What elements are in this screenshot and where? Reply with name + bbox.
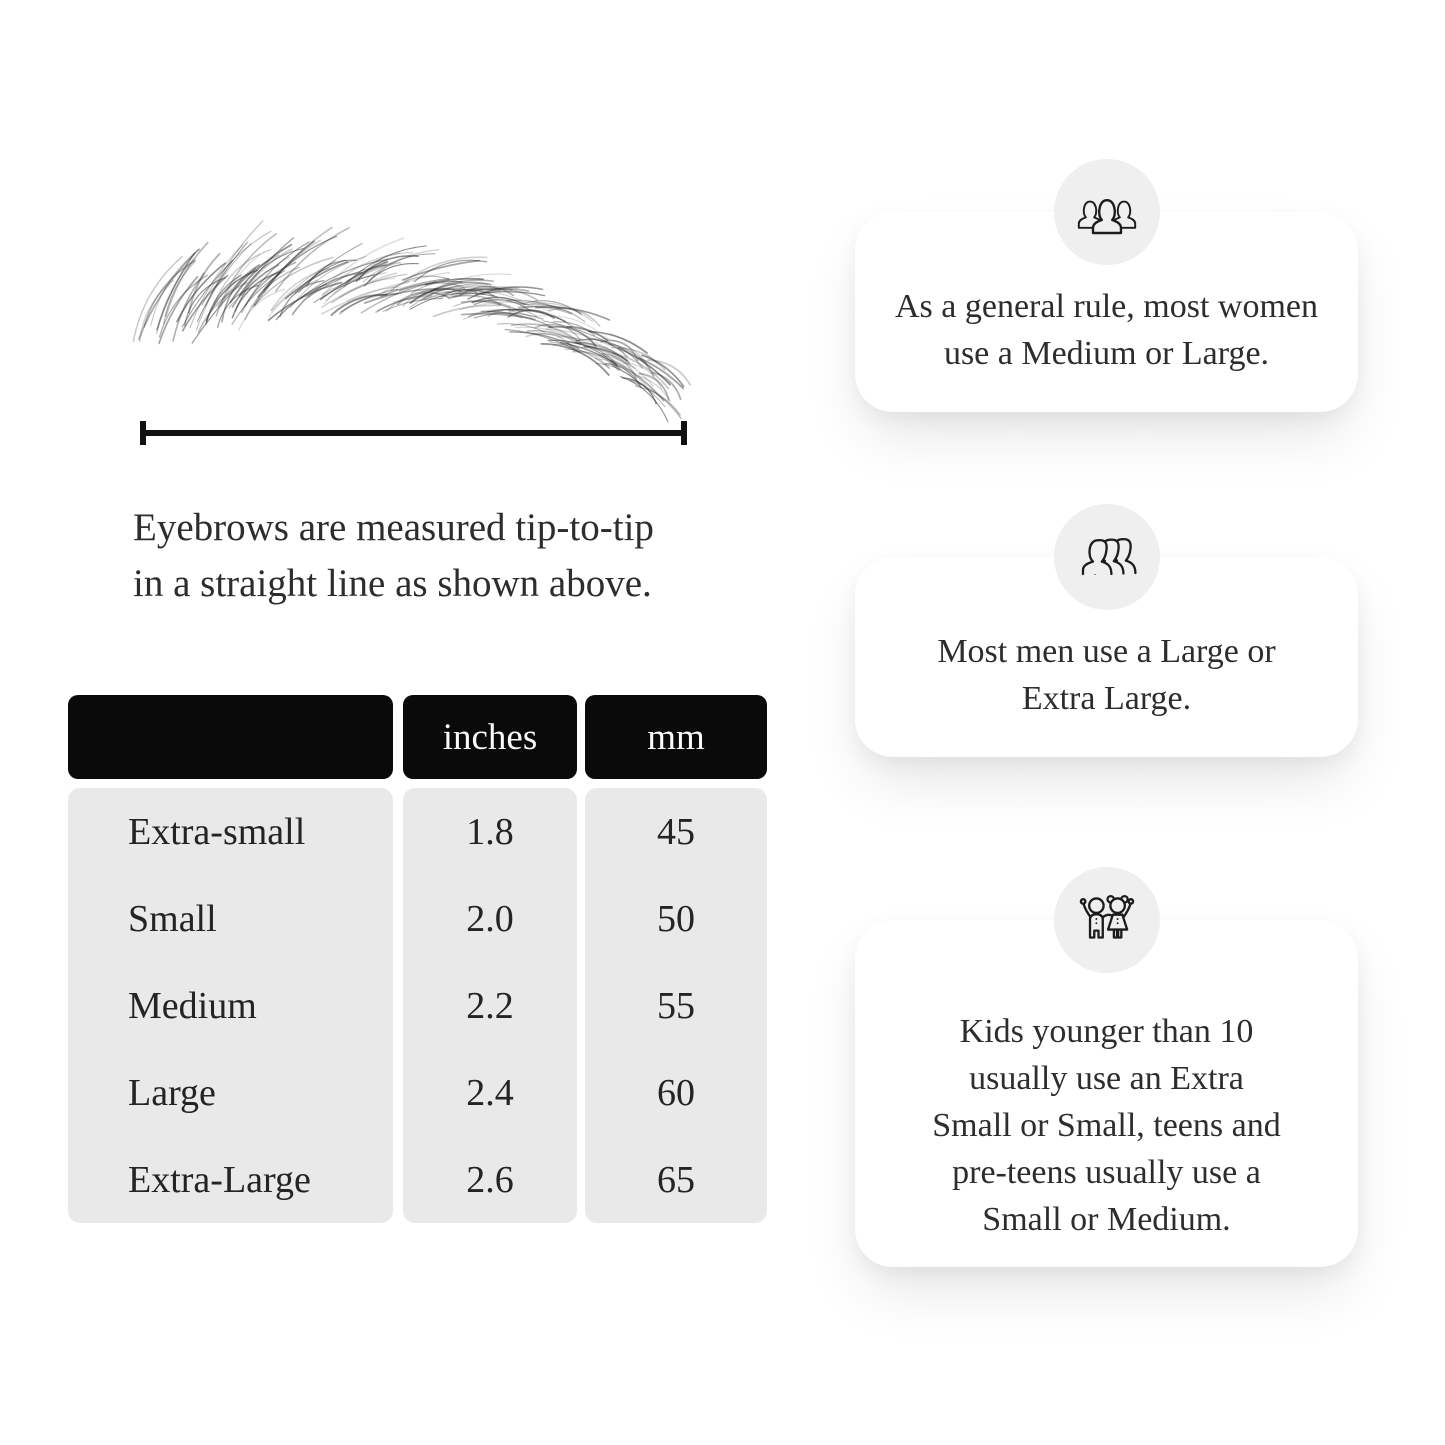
table-header-inches: inches	[403, 695, 577, 779]
table-header-size	[68, 695, 393, 779]
caption-line: Eyebrows are measured tip-to-tip	[133, 506, 654, 549]
table-cell-label: Small	[128, 897, 217, 940]
table-cell-inches: 2.4	[466, 1071, 514, 1114]
card-text-line: As a general rule, most women	[895, 288, 1318, 325]
table-cell-label: Extra-small	[128, 810, 306, 853]
table-cell-inches: 1.8	[466, 810, 514, 853]
card-text-line: Extra Large.	[1021, 680, 1192, 717]
info-card-men	[855, 557, 1358, 757]
card-text-line: Small or Small, teens and	[932, 1107, 1281, 1144]
table-cell-mm: 50	[657, 897, 695, 940]
table-cell-label: Large	[128, 1071, 216, 1114]
icon-circle	[1054, 504, 1160, 610]
table-cell-inches: 2.6	[466, 1158, 514, 1201]
info-card-kids	[855, 920, 1358, 1267]
eyebrow-hairs-drawing	[110, 228, 710, 428]
icon-circle	[1054, 867, 1160, 973]
table-cell-mm: 45	[657, 810, 695, 853]
info-card-women	[855, 212, 1358, 412]
table-cell-mm: 55	[657, 984, 695, 1027]
measurement-caption	[133, 500, 654, 612]
card-text-line: Small or Medium.	[982, 1201, 1231, 1238]
table-cell-inches: 2.0	[466, 897, 514, 940]
table-header-mm: mm	[585, 695, 767, 779]
kids-icon	[1072, 889, 1142, 951]
card-text-line: usually use an Extra	[969, 1060, 1244, 1097]
measurement-line	[140, 430, 687, 436]
caption-line: in a straight line as shown above.	[133, 562, 652, 605]
table-cell-label: Extra-Large	[128, 1158, 311, 1201]
eyebrow-illustration	[110, 228, 710, 428]
women-group-icon	[1074, 183, 1140, 241]
card-text-line: Kids younger than 10	[959, 1013, 1254, 1050]
table-column-mm	[585, 788, 767, 1223]
card-text-line: Most men use a Large or	[937, 633, 1276, 670]
card-text-line: pre-teens usually use a	[952, 1154, 1261, 1191]
table-cell-mm: 65	[657, 1158, 695, 1201]
table-column-inches	[403, 788, 577, 1223]
card-text-line: use a Medium or Large.	[943, 335, 1270, 372]
table-column-size	[68, 788, 393, 1223]
men-group-icon	[1074, 528, 1140, 586]
table-cell-mm: 60	[657, 1071, 695, 1114]
icon-circle	[1054, 159, 1160, 265]
table-cell-inches: 2.2	[466, 984, 514, 1027]
table-cell-label: Medium	[128, 984, 257, 1027]
